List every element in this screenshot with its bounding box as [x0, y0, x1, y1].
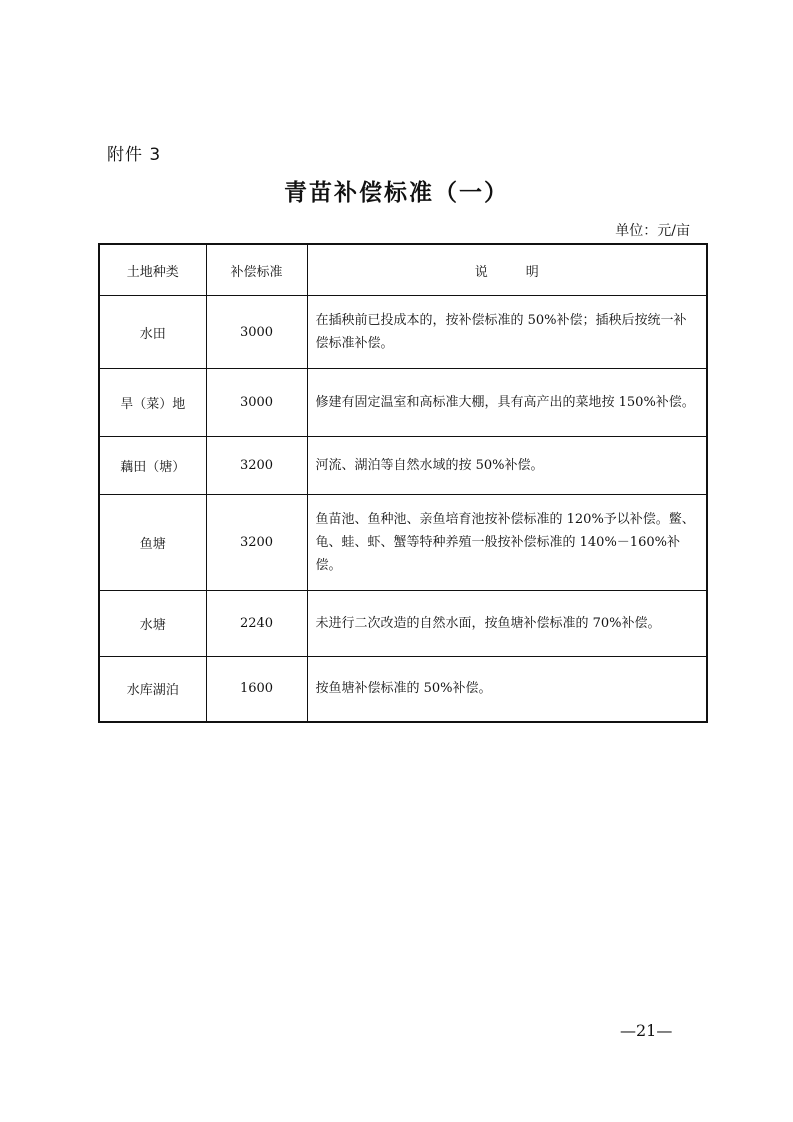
page-number: —21—: [620, 1021, 673, 1040]
note-cell: 修建有固定温室和高标准大棚，具有高产出的菜地按 150%补偿。: [307, 369, 707, 437]
land-type-cell: 水塘: [99, 591, 206, 657]
land-type-cell: 水田: [99, 296, 206, 369]
note-cell: 按鱼塘补偿标准的 50%补偿。: [307, 657, 707, 722]
land-type-cell: 鱼塘: [99, 495, 206, 591]
header-land-type: 土地种类: [99, 244, 206, 296]
land-type-cell: 藕田（塘）: [99, 437, 206, 495]
table-row: [99, 495, 707, 591]
land-type-cell: 旱（菜）地: [99, 369, 206, 437]
unit-label: 单位：元/亩: [615, 223, 690, 239]
table-header-row: [99, 244, 707, 296]
standard-cell: 2240: [206, 591, 307, 657]
table-row: [99, 296, 707, 369]
table-row: [99, 657, 707, 722]
note-cell: 鱼苗池、鱼种池、亲鱼培育池按补偿标准的 120%予以补偿。鳖、龟、蛙、虾、蟹等特种养殖一般按补偿标准的 140%－160%补偿。: [307, 495, 707, 591]
standard-cell: 3000: [206, 369, 307, 437]
table-row: [99, 591, 707, 657]
header-description-text: 说明: [474, 264, 577, 280]
document-title: 青苗补偿标准（一）: [284, 179, 509, 206]
note-cell: 未进行二次改造的自然水面，按鱼塘补偿标准的 70%补偿。: [307, 591, 707, 657]
note-cell: 河流、湖泊等自然水域的按 50%补偿。: [307, 437, 707, 495]
header-description: [307, 244, 707, 296]
land-type-cell: 水库湖泊: [99, 657, 206, 722]
table-row: [99, 437, 707, 495]
standard-cell: 3200: [206, 495, 307, 591]
table-row: [99, 369, 707, 437]
compensation-table: [98, 243, 708, 723]
header-standard: 补偿标准: [206, 244, 307, 296]
note-cell: 在插秧前已投成本的，按补偿标准的 50%补偿；插秧后按统一补偿标准补偿。: [307, 296, 707, 369]
standard-cell: 3200: [206, 437, 307, 495]
attachment-label: 附件 3: [107, 145, 162, 165]
standard-cell: 1600: [206, 657, 307, 722]
standard-cell: 3000: [206, 296, 307, 369]
